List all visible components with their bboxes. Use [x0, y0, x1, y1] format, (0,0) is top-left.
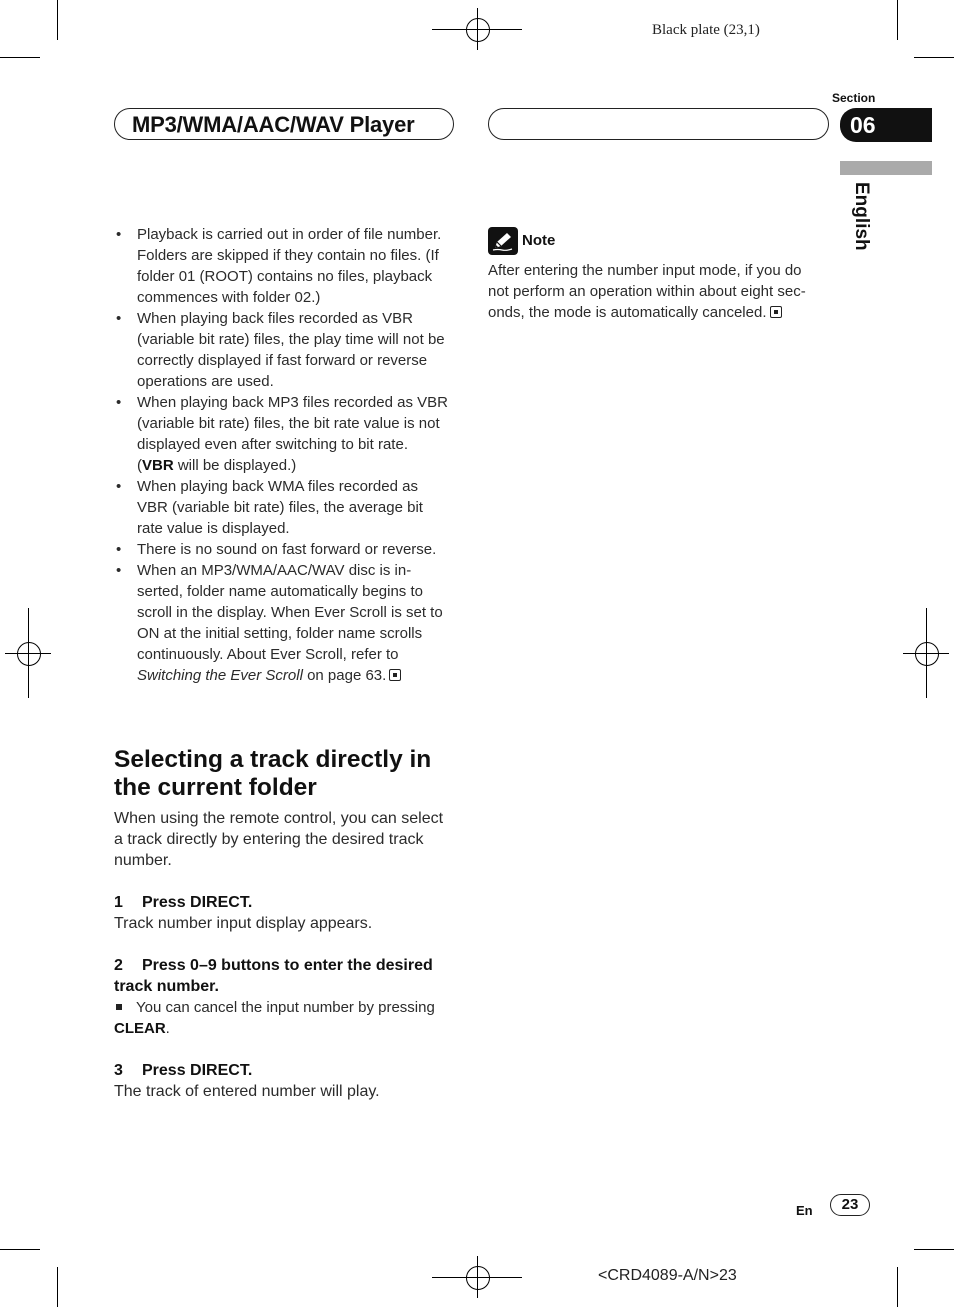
registration-mark: [466, 1266, 490, 1290]
crop-mark: [57, 1267, 58, 1307]
footer-language: En: [796, 1203, 813, 1218]
step-1-heading: 1 Press DIRECT.: [114, 894, 253, 911]
note-text: After entering the number input mode, if you do not perform an operation within about eight sec- onds, the mode is automatically canceled.: [488, 262, 806, 321]
crop-mark: [0, 57, 40, 58]
note-title: Note: [522, 232, 556, 249]
end-mark-icon: [770, 306, 782, 318]
section-heading: Selecting a track directly in the current folder: [114, 746, 432, 801]
bullet-icon: •: [116, 310, 122, 327]
list-item: • When an MP3/WMA/AAC/WAV disc is in- serted, folder name automatically begins to scroll in the display. When Ever Scroll is set to ON at the initial setting, folder name scrolls continuously. About Ever Scroll, refer to Switching the Ever Scroll on page 63.: [114, 560, 464, 686]
registration-mark: [466, 18, 490, 42]
bullet-icon: •: [116, 541, 122, 558]
crop-mark: [914, 57, 954, 58]
bullet-icon: •: [116, 394, 122, 411]
chapter-title: MP3/WMA/AAC/WAV Player: [114, 108, 454, 140]
step-2-note: You can cancel the input number by pressing CLEAR.: [114, 999, 435, 1037]
crop-mark: [897, 0, 898, 40]
language-tab-label: English: [851, 182, 872, 251]
section-label: Section: [832, 91, 876, 105]
step-3-description: The track of entered number will play.: [114, 1083, 380, 1100]
list-item: • Playback is carried out in order of file number. Folders are skipped if they contain no files. (If folder 01 (ROOT) contains no files, playback commences with folder 02.): [116, 226, 442, 306]
cross-reference: Switching the Ever Scroll on page 63.: [137, 665, 464, 686]
registration-mark: [915, 642, 939, 666]
square-bullet-icon: [116, 1004, 122, 1010]
crop-mark: [57, 0, 58, 40]
bullet-icon: •: [116, 478, 122, 495]
list-item: • There is no sound on fast forward or reverse.: [116, 541, 437, 558]
step-2-heading: 2 Press 0–9 buttons to enter the desired track number.: [114, 957, 433, 995]
list-item: • When playing back files recorded as VBR (variable bit rate) files, the play time will not be correctly displayed if fast forward or reverse operations are used.: [116, 310, 445, 390]
document-code: <CRD4089-A/N>23: [598, 1267, 737, 1284]
list-item: • When playing back WMA files recorded as VBR (variable bit rate) files, the average bit rate value is displayed.: [116, 478, 423, 537]
section-number-tab: 06: [840, 108, 932, 142]
page-number: 23: [830, 1194, 870, 1216]
bullet-icon: •: [116, 562, 122, 579]
intro-paragraph: When using the remote control, you can select a track directly by entering the desired track number.: [114, 810, 444, 869]
vbr-display-line: (VBR will be displayed.): [137, 457, 297, 474]
crop-mark: [914, 1249, 954, 1250]
step-1-description: Track number input display appears.: [114, 915, 373, 932]
note-pencil-icon: [488, 227, 518, 255]
header-blank-pill: [488, 108, 829, 140]
end-mark-icon: [389, 669, 401, 681]
section-gray-bar: [840, 161, 932, 175]
registration-mark: [17, 642, 41, 666]
bullet-icon: •: [116, 226, 122, 243]
plate-label: Black plate (23,1): [652, 22, 760, 38]
step-3-heading: 3 Press DIRECT.: [114, 1062, 253, 1079]
notes-bullet-list: [114, 224, 464, 686]
crop-mark: [0, 1249, 40, 1250]
crop-mark: [897, 1267, 898, 1307]
list-item: • When playing back MP3 files recorded as VBR (variable bit rate) files, the bit rate value is not displayed even after switching to bit rate. (VBR will be displayed.): [114, 392, 464, 476]
